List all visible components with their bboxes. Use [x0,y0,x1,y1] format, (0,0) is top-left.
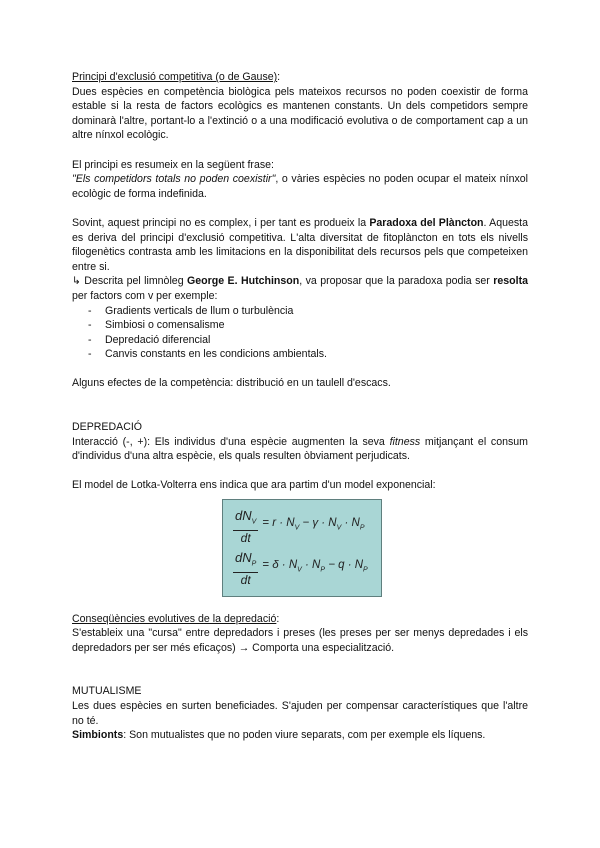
summary-intro: El principi es resumeix en la següent frase: [72,158,274,171]
exclusion-body: Dues espècies en competència biològica pels mateixos recursos no poden coexistir de forma estable si la resta de factors ecològics es mantenen constants. Un dels competidors sempre dominarà l'altre, portant-lo a l'extinció o a una modificació evolutiva o de comportament cap a un altre nínxol ecològic. [72,85,528,142]
lotka-volterra-formula [222,499,382,597]
formula-equation-1: $\frac{dN_V}{dt}$ = $r \cdot N_V - \gamma \cdot N_V \cdot N_P$ [235,508,365,545]
mutualism-heading: MUTUALISME [72,685,142,698]
list-item: - Simbiosi o comensalisme [88,318,528,333]
mutualism-body: Les dues espècies en surten beneficiades. S'ajuden per compensar característiques que l'altre no té. [72,700,528,727]
list-item: - Gradients verticals de llum o turbulència [88,304,528,319]
effects-text: Alguns efectes de la competència: distribució en un taulell d'escacs. [72,377,391,390]
exclusion-heading-line: Principi d'exclusió competitiva (o de Gause): [72,71,281,83]
symbionts-term: Simbionts [72,729,124,742]
quote: "Els competidors totals no poden coexistir" [72,173,276,186]
consequences-heading: Conseqüències evolutives de la depredació [72,612,277,625]
formula-equation-2: $\frac{dN_P}{dt}$ = $\delta \cdot N_V \cdot N_P - q \cdot N_P$ [235,550,368,587]
hutchinson-name: George E. Hutchinson [187,275,300,288]
paradox-term: Paradoxa del Plàncton [369,216,484,229]
factors-list [72,304,528,362]
hutchinson-paragraph: ↳ Descrita pel limnòleg George E. Hutchinson, va proposar que la paradoxa podia ser resolta per factors com v per exemple: [72,275,528,302]
consequences-heading-line: Conseqüències evolutives de la depredació: [72,612,280,625]
quote-paragraph: "Els competidors totals no poden coexistir", o vàries espècies no poden ocupar el mateix nínxol ecològic de forma indefinida. [72,173,529,200]
predation-interaction: Interacció (-, +): Els individus d'una espècie augmenten la seva fitness mitjançant el consum d'individus d'una altra espècie, els quals resulten òbviament perjudicats. [72,435,528,463]
paradox-paragraph: Sovint, aquest principi no es complex, i per tant es produeix la Paradoxa del Plàncton. Aquesta es deriva del principi d'exclusió competitiva. L'alta diversitat de fitoplàncton en tots els nivells filogenètics contrasta amb les limitacions en la disponibilitat dels recursos pels que competeixen entre si. [72,216,529,273]
predation-heading: DEPREDACIÓ [72,421,143,434]
exclusion-heading: Principi d'exclusió competitiva (o de Gause) [72,71,278,83]
list-item: - Canvis constants en les condicions ambientals. [88,347,528,362]
consequences-body: S'estableix una "cursa" entre depredadors i preses (les preses per ser menys depredades i els depredadors per ser més eficaços) → Comporta una especialització. [72,627,528,654]
symbionts-line: Simbionts: Son mutualistes que no poden viure separats, com per exemple els líquens. [72,729,486,742]
arrow-icon: ↳ [72,275,81,288]
lotka-volterra-intro: El model de Lotka-Volterra ens indica que ara partim d'un model exponencial: [72,479,436,492]
list-item: - Depredació diferencial [88,333,528,348]
document-page [72,70,528,743]
